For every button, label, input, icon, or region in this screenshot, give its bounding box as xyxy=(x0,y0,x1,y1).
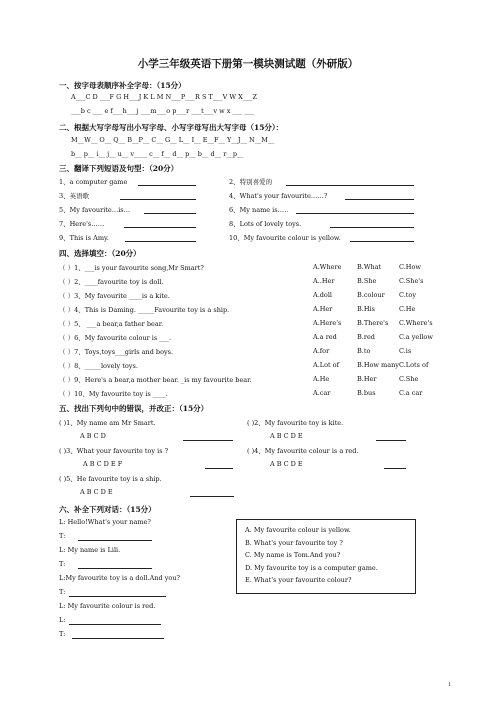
translate-item: 2、特别喜爱的 xyxy=(229,178,273,186)
section-3-heading: 三、翻译下列短语及句型：（20分） xyxy=(59,164,179,173)
translate-item: 8、Lots of lovely toys. xyxy=(229,220,302,228)
translate-item: 5、My favourite…is… xyxy=(59,206,131,214)
choice-option-b: B.There's xyxy=(357,319,389,327)
translate-item: 1、a computer game xyxy=(59,178,128,186)
choice-option-c: C.She xyxy=(399,375,419,383)
choice-option-b: B.red xyxy=(357,333,375,341)
section-4-heading: 四、选择填空：（20分） xyxy=(59,249,141,258)
choice-option-a: A.Where xyxy=(313,263,342,271)
choice-option-a: A..Her xyxy=(313,277,335,285)
case-conversion-line-2: b__ p__ i__ j__ u__ v____ c__ f__ d__ p__ b__ d__ r__p__ xyxy=(71,150,244,158)
choice-option-c: C.toy xyxy=(399,291,417,299)
choice-question: （ ）2、____favourite toy is doll. xyxy=(59,278,164,286)
correction-answer-line[interactable] xyxy=(376,440,406,441)
choice-question: （ ）1、___is your favourite song,Mr Smart? xyxy=(59,264,204,272)
dialogue-line: L: Hello!What's your name? xyxy=(59,518,151,526)
correction-answer-line[interactable] xyxy=(183,440,233,441)
dialogue-option: E. What's your favourite colour? xyxy=(245,576,352,584)
choice-option-c: C.She's xyxy=(399,277,424,285)
error-sentence: ( )4、My favourite colour is a red. xyxy=(247,447,359,455)
alphabet-lowercase-line: ___b c ___ e f___h___j ___m___o p___r ___t___v w x ___ ___ xyxy=(71,107,255,115)
choice-option-a: A.a red xyxy=(313,333,337,341)
dialogue-option: C. My name is Tom.And you? xyxy=(245,551,341,559)
translate-item: 9、This is Amy. xyxy=(59,234,109,242)
error-option-letters: A B C D E xyxy=(270,432,303,440)
choice-option-b: B.His xyxy=(357,305,375,313)
dialogue-line: T: xyxy=(59,588,66,596)
case-conversion-line-1: M__W__ O__ Q__ B__P__ C__ G__ L__ I__ E__F__ Y__J__ N__M__ xyxy=(71,136,275,144)
translate-answer-line[interactable] xyxy=(125,241,196,242)
dialogue-answer-line[interactable] xyxy=(78,568,152,569)
error-sentence: ( )3、What your favourite toy is ? xyxy=(59,447,169,455)
choice-option-a: A.Her xyxy=(313,305,333,313)
section-2-heading: 二、根据大写字母写出小写字母、小写字母写出大写字母（15分）： xyxy=(59,123,284,132)
choice-question: （ ）9、Here's a bear,a mother bear. _is my favourite bear. xyxy=(59,376,252,384)
choice-option-a: A.car xyxy=(313,389,331,397)
translate-answer-line[interactable] xyxy=(138,185,196,186)
choice-option-c: C.How xyxy=(399,263,421,271)
choice-option-c: C.Lots of xyxy=(399,361,429,369)
alphabet-uppercase-line: A___C D ___F G H___J K L M N___P___R S T___V W X___Z xyxy=(71,93,257,101)
error-option-letters: A B C D xyxy=(80,432,106,440)
translate-answer-line[interactable] xyxy=(120,199,196,200)
choice-option-b: B.What xyxy=(357,263,382,271)
error-sentence: ( )2、My favourite toy is kite. xyxy=(247,419,344,427)
choice-question: （ ）5、 ___a bear,a father bear. xyxy=(59,320,164,328)
error-option-letters: A B C D E xyxy=(270,460,303,468)
dialogue-answer-line[interactable] xyxy=(78,540,152,541)
section-6-heading: 六、补全下列对话：（15分） xyxy=(59,505,156,514)
choice-option-b: B.She xyxy=(357,277,377,285)
section-5-heading: 五、找出下列句中的错误，并改正：（15分） xyxy=(59,404,209,413)
error-sentence: ( )5、He favourite toy is a ship. xyxy=(59,475,162,483)
dialogue-line: L: My favourite colour is red. xyxy=(59,602,156,610)
choice-option-a: A.doll xyxy=(313,291,332,299)
choice-option-a: A.for xyxy=(313,347,330,355)
choice-question: （ ）3、My favourite ____is a kite. xyxy=(59,292,170,300)
translate-answer-line[interactable] xyxy=(144,213,196,214)
correction-answer-line[interactable] xyxy=(205,468,233,469)
choice-question: （ ）10、My favourite toy is ____. xyxy=(59,390,168,398)
dialogue-line: T: xyxy=(59,560,66,568)
translate-answer-line[interactable] xyxy=(350,241,414,242)
translate-answer-line[interactable] xyxy=(296,213,414,214)
dialogue-line: T: xyxy=(59,630,66,638)
page-title: 小学三年级英语下册第一模块测试题（外研版） xyxy=(137,58,359,70)
choice-option-b: B.How many xyxy=(357,361,399,369)
translate-item: 3、英语歌 xyxy=(59,192,90,200)
translate-answer-line[interactable] xyxy=(286,185,414,186)
choice-option-a: A.Here's xyxy=(313,319,342,327)
dialogue-line: T: xyxy=(59,532,66,540)
section-1-heading: 一、按字母表顺序补全字母：（15分） xyxy=(59,81,186,90)
translate-item: 7、Here's…… xyxy=(59,220,105,228)
choice-option-c: C.Where's xyxy=(399,319,433,327)
error-option-letters: A B C D E xyxy=(80,488,113,496)
correction-answer-line[interactable] xyxy=(384,468,406,469)
correction-answer-line[interactable] xyxy=(190,496,234,497)
dialogue-line: L: My name is Lili. xyxy=(59,546,121,554)
choice-option-c: C.a yellow xyxy=(399,333,433,341)
choice-option-b: B.Her xyxy=(357,375,377,383)
translate-answer-line[interactable] xyxy=(124,227,196,228)
translate-item: 10、My favourite colour is yellow. xyxy=(229,234,341,242)
choice-question: （ ）6、My favourite colour is ___. xyxy=(59,334,172,342)
dialogue-answer-line[interactable] xyxy=(69,624,161,625)
dialogue-option: A. My favourite colour is yellow. xyxy=(245,526,351,534)
choice-question: （ ）4、This is Daming. _____Favourite toy is a ship. xyxy=(59,306,230,314)
dialogue-option: D. My favourite toy is a computer game. xyxy=(245,563,378,572)
dialogue-answer-line[interactable] xyxy=(69,596,166,597)
translate-item: 6、My name is….. xyxy=(229,206,289,214)
choice-option-b: B.to xyxy=(357,347,371,355)
error-sentence: ( )1、My name am Mr Smart. xyxy=(59,419,156,427)
translate-answer-line[interactable] xyxy=(330,227,414,228)
translate-item: 4、What's your favourite……? xyxy=(229,192,328,200)
choice-option-b: B.bus xyxy=(357,389,376,397)
choice-question: （ ）8、_____lovely toys. xyxy=(59,362,138,370)
choice-question: （ ）7、Toys,toys___girls and boys. xyxy=(59,348,174,356)
page-number: 1 xyxy=(448,682,452,688)
translate-answer-line[interactable] xyxy=(345,199,414,200)
dialogue-line: L: xyxy=(59,616,66,624)
choice-option-c: C.a car xyxy=(399,389,423,397)
error-option-letters: A B C D E F xyxy=(83,460,123,468)
choice-option-c: C.He xyxy=(399,305,416,313)
dialogue-options-box xyxy=(236,519,416,594)
dialogue-answer-line[interactable] xyxy=(72,638,164,639)
dialogue-line: L:My favourite toy is a doll.And you? xyxy=(59,574,181,582)
choice-option-a: A.Lot of xyxy=(313,361,339,369)
dialogue-option: B. What's your favourite toy ? xyxy=(245,538,343,547)
choice-option-b: B.colour xyxy=(357,291,385,299)
choice-option-a: A.He xyxy=(313,375,330,383)
choice-option-c: C.is xyxy=(399,347,412,355)
